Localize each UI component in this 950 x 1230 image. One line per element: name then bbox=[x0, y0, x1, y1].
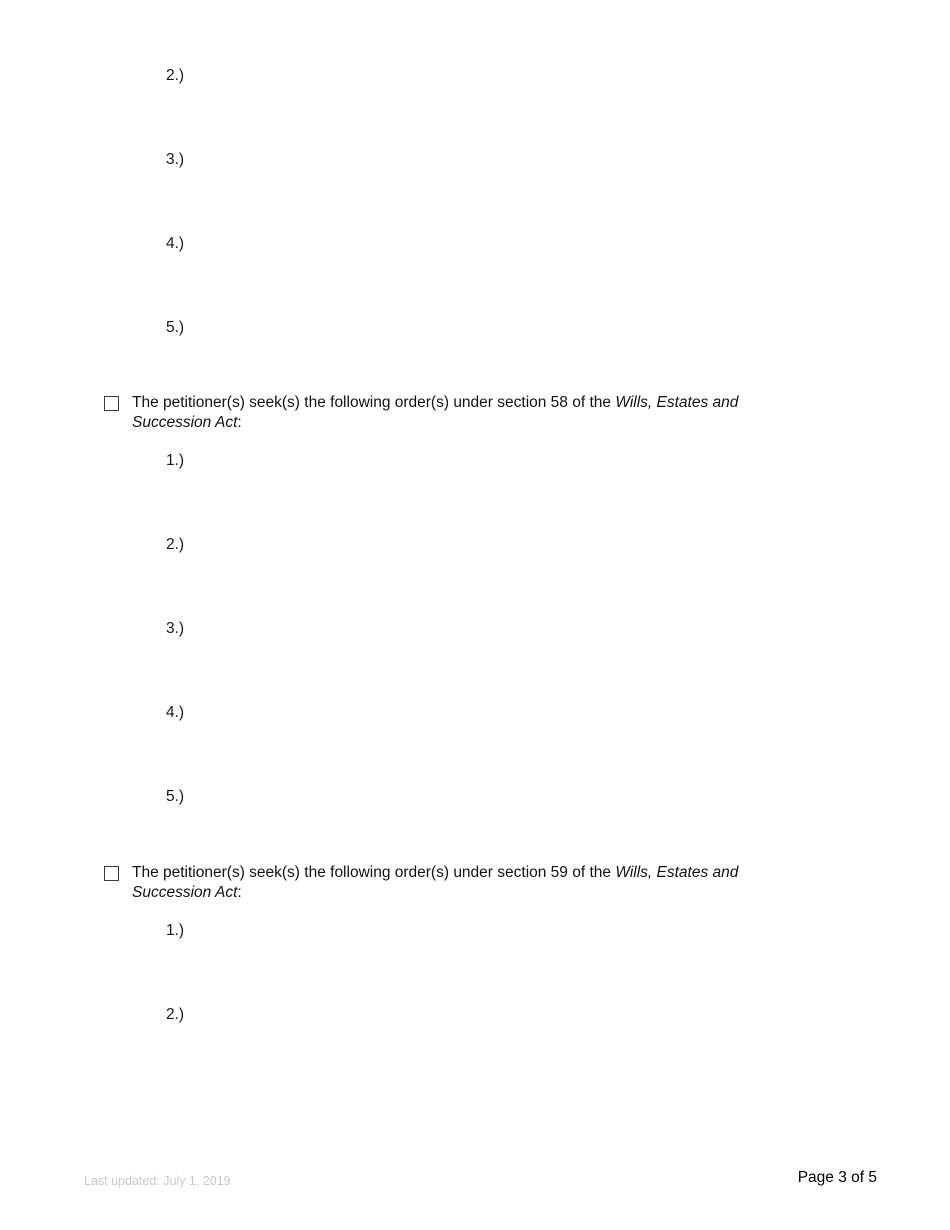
order-list-item[interactable]: 3.) bbox=[166, 620, 185, 637]
section-58-label bbox=[132, 393, 748, 432]
order-list-item[interactable]: 4.) bbox=[166, 235, 185, 252]
statement-trailing-colon: : bbox=[237, 413, 242, 431]
statute-name-italic: Wills, Estates and Succession Act bbox=[132, 394, 739, 431]
checkbox-section-59[interactable] bbox=[104, 866, 119, 881]
statute-name-italic: Wills, Estates and Succession Act bbox=[132, 864, 739, 901]
statement-trailing-colon: : bbox=[237, 883, 242, 901]
checkbox-section-58[interactable] bbox=[104, 396, 119, 411]
statement-lead-text: The petitioner(s) seek(s) the following order(s) under section 58 of the bbox=[132, 394, 616, 411]
order-list-item[interactable]: 5.) bbox=[166, 788, 185, 805]
order-list-item[interactable]: 2.) bbox=[166, 67, 185, 84]
section-58-statement bbox=[104, 393, 764, 432]
order-list-item[interactable]: 1.) bbox=[166, 922, 185, 939]
footer-page-number: Page 3 of 5 bbox=[797, 1169, 877, 1186]
order-list-item[interactable]: 4.) bbox=[166, 704, 185, 721]
order-list-item[interactable]: 1.) bbox=[166, 452, 185, 469]
check-row bbox=[104, 863, 764, 902]
section-59-label bbox=[132, 863, 748, 902]
section-59-statement bbox=[104, 863, 764, 902]
footer-last-updated: Last updated: July 1, 2019 bbox=[84, 1174, 231, 1188]
order-list-item[interactable]: 2.) bbox=[166, 1006, 185, 1023]
order-list-item[interactable]: 5.) bbox=[166, 319, 185, 336]
statement-lead-text: The petitioner(s) seek(s) the following order(s) under section 59 of the bbox=[132, 864, 616, 881]
order-list-item[interactable]: 3.) bbox=[166, 151, 185, 168]
check-row bbox=[104, 393, 764, 432]
order-list-item[interactable]: 2.) bbox=[166, 536, 185, 553]
